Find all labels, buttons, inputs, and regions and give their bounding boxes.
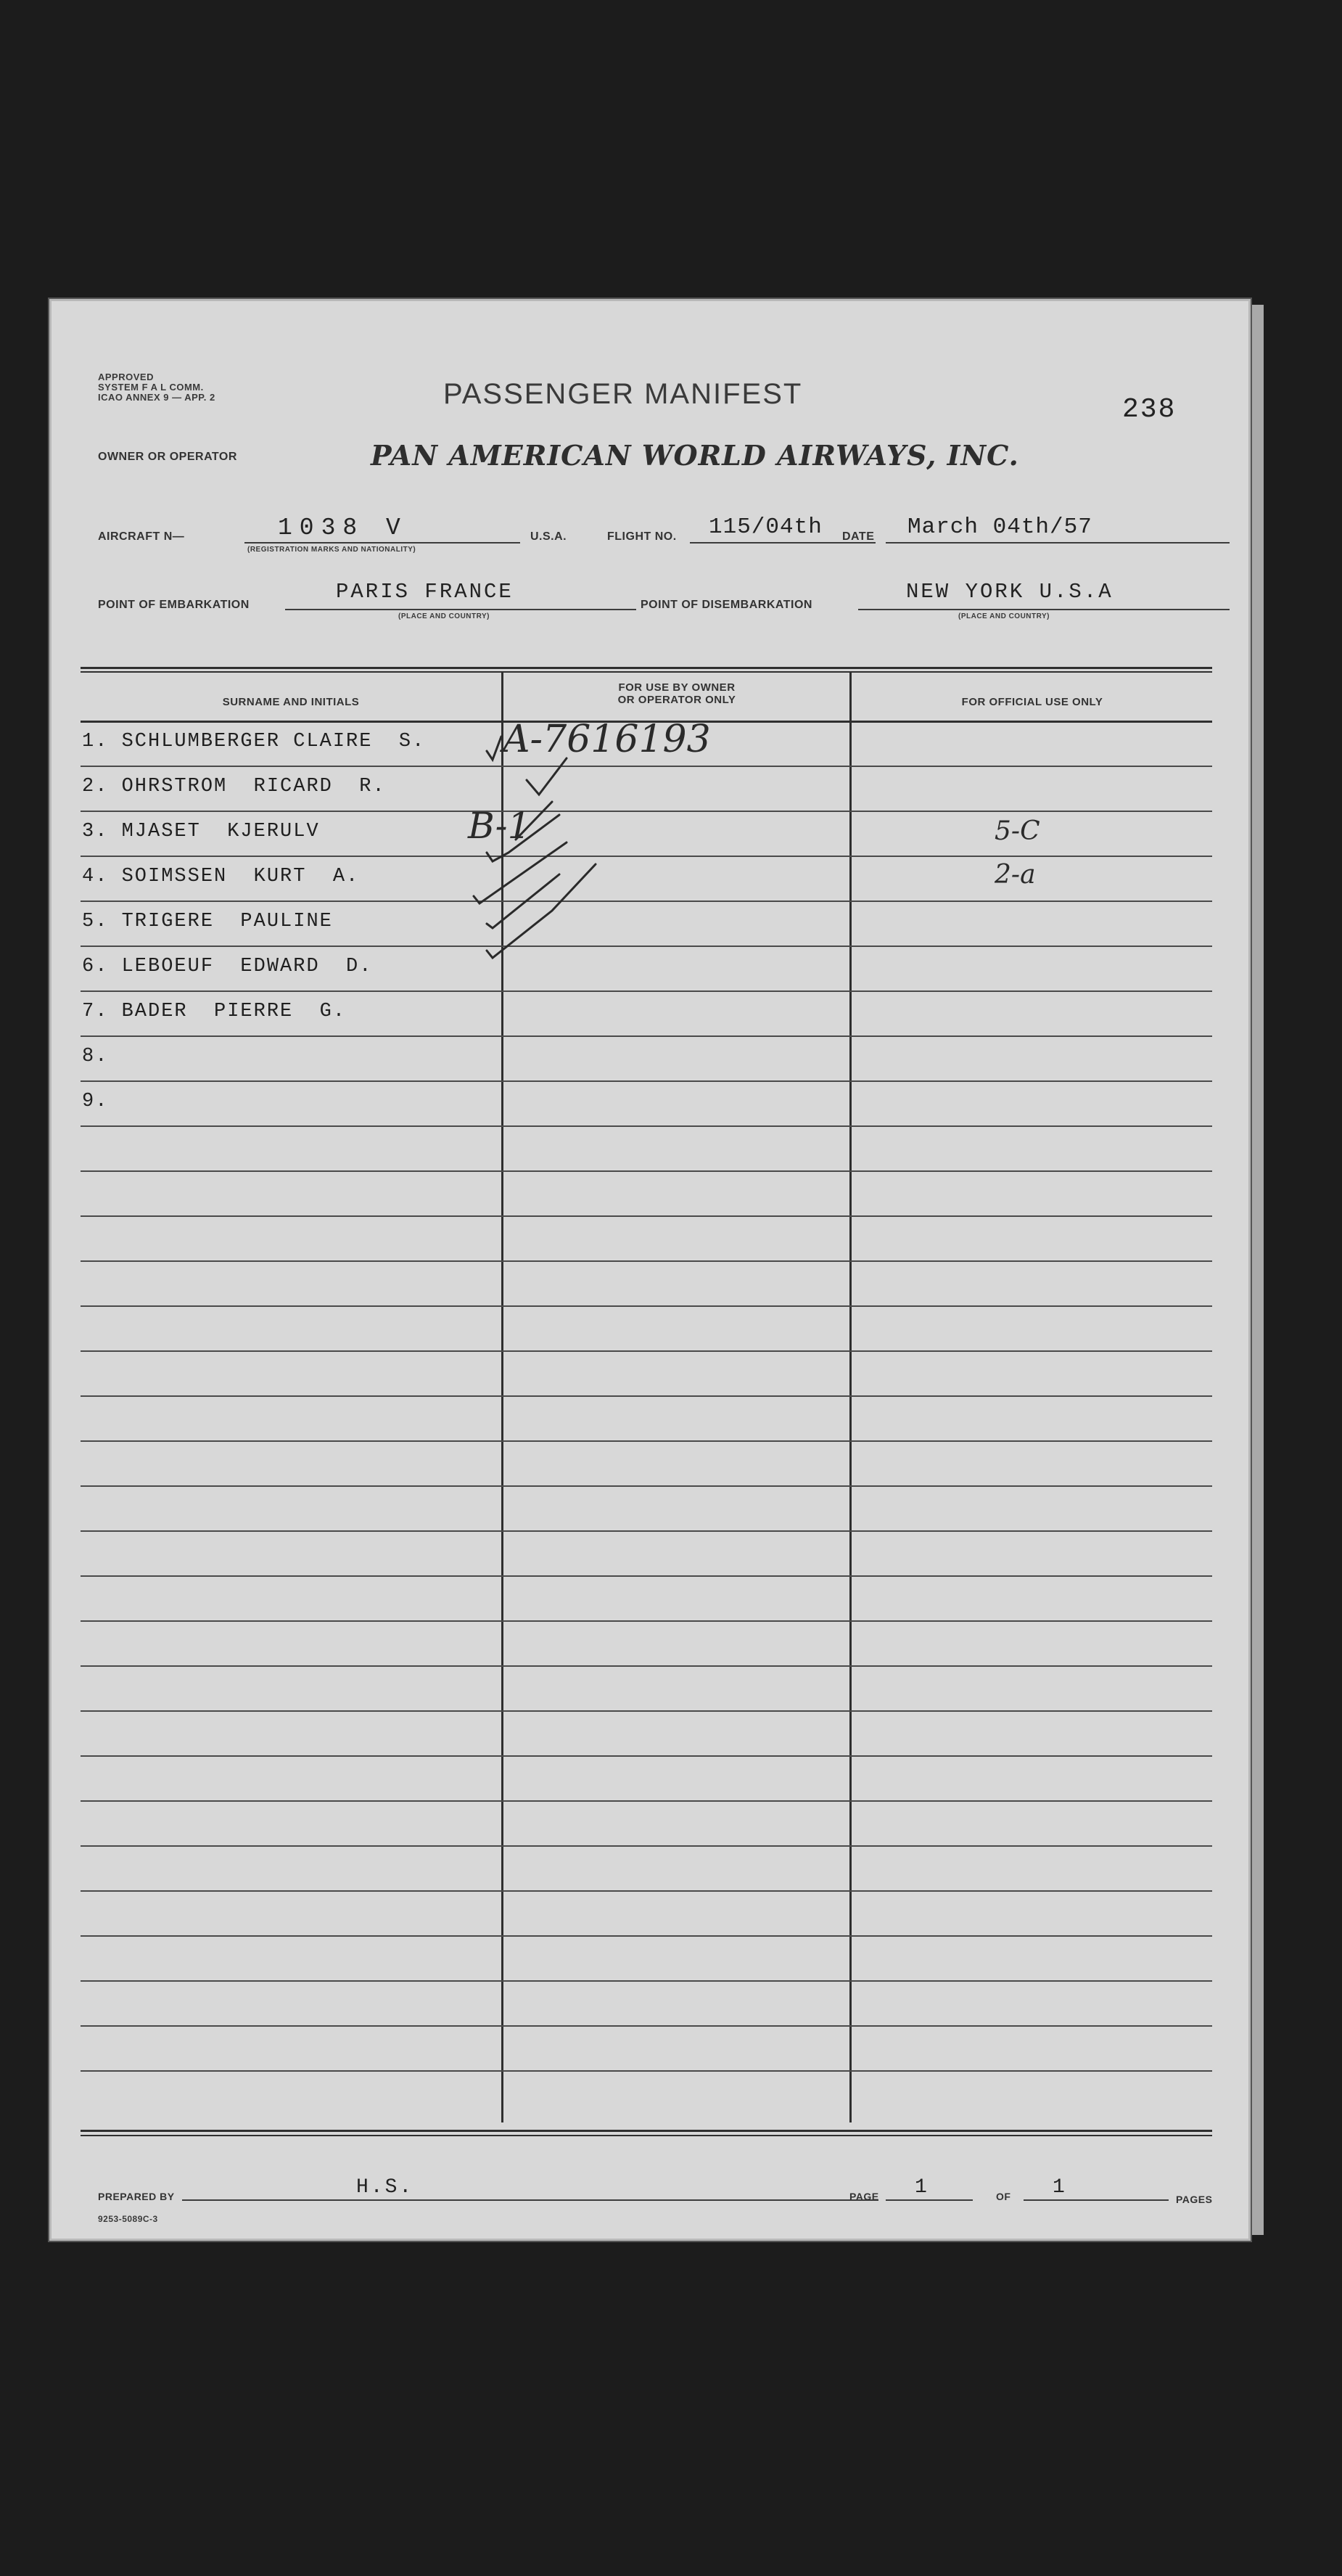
disembarkation-value: NEW YORK U.S.A	[906, 580, 1113, 604]
of-label: OF	[996, 2191, 1011, 2202]
table-top-border	[81, 667, 1212, 669]
column-header-owner-line-1: FOR USE BY OWNER	[618, 681, 736, 694]
passenger-row-1: 1. SCHLUMBERGER CLAIRE S.	[82, 731, 426, 752]
approval-line-1: APPROVED	[98, 372, 154, 382]
passenger-row-8: 8.	[82, 1046, 109, 1067]
checkmark-row-7	[487, 864, 596, 958]
checkmark-row-2	[527, 758, 567, 795]
table-rule-line	[81, 1395, 1212, 1397]
table-rule-line	[81, 1215, 1212, 1217]
date-value: March 04th/57	[907, 514, 1092, 540]
official-entry-row-4: 2-a	[995, 860, 1036, 890]
of-value: 1	[1053, 2176, 1067, 2199]
table-top-border-inner	[81, 671, 1212, 673]
table-rule-line	[81, 2070, 1212, 2072]
column-header-surname: SURNAME AND INITIALS	[222, 696, 360, 708]
embarkation-value: PARIS FRANCE	[336, 580, 514, 604]
prepared-by-value: H.S.	[356, 2176, 414, 2199]
embarkation-note: (PLACE AND COUNTRY)	[398, 612, 490, 620]
checkmark-row-6	[487, 874, 559, 928]
aircraft-value: 1038 V	[278, 514, 408, 541]
table-rule-line	[81, 1260, 1212, 1262]
aircraft-note: (REGISTRATION MARKS AND NATIONALITY)	[247, 546, 416, 554]
form-number: 9253-5089C-3	[98, 2214, 158, 2224]
table-rule-line	[81, 1665, 1212, 1667]
approval-line-3: ICAO ANNEX 9 — APP. 2	[98, 392, 215, 403]
approval-line-2: SYSTEM F A L COMM.	[98, 382, 204, 393]
passenger-row-7: 7. BADER PIERRE G.	[82, 1001, 347, 1022]
column-header-owner	[504, 681, 849, 706]
passenger-row-6: 6. LEBOEUF EDWARD D.	[82, 956, 373, 977]
flight-value: 115/04th	[709, 514, 823, 540]
flight-label: FLIGHT NO.	[607, 530, 677, 543]
document-title: PASSENGER MANIFEST	[443, 378, 803, 410]
table-bottom-border-inner	[81, 2135, 1212, 2136]
passenger-row-2: 2. OHRSTROM RICARD R.	[82, 776, 386, 797]
page-number-stamp: 238	[1122, 394, 1177, 425]
pages-label: PAGES	[1176, 2194, 1213, 2205]
manifest-sheet	[49, 299, 1251, 2241]
table-rule-line	[81, 2025, 1212, 2027]
usa-label: U.S.A.	[530, 530, 567, 543]
prepared-by-label: PREPARED BY	[98, 2191, 175, 2202]
column-header-owner-line-2: OR OPERATOR ONLY	[617, 694, 736, 706]
table-rule-line	[81, 1755, 1212, 1757]
passenger-row-4: 4. SOIMSSEN KURT A.	[82, 866, 360, 887]
table-rule-line	[81, 1935, 1212, 1937]
page-label: PAGE	[849, 2191, 879, 2202]
table-rule-line	[81, 1125, 1212, 1127]
table-rule-line	[81, 1620, 1212, 1622]
checkmark-row-1	[487, 737, 501, 760]
date-label: DATE	[842, 530, 875, 543]
aircraft-label: AIRCRAFT N—	[98, 530, 185, 543]
disembarkation-label: POINT OF DISEMBARKATION	[641, 599, 812, 611]
table-rule-line	[81, 1710, 1212, 1712]
table-rule-line	[81, 1080, 1212, 1082]
disembarkation-note: (PLACE AND COUNTRY)	[958, 612, 1050, 620]
embarkation-label: POINT OF EMBARKATION	[98, 599, 250, 611]
table-rule-line	[81, 1440, 1212, 1442]
check-marks	[458, 707, 675, 1049]
table-rule-line	[81, 1980, 1212, 1982]
table-rule-line	[81, 1305, 1212, 1307]
owner-entry-row-3: B-1	[468, 805, 531, 847]
approval-stamp	[98, 372, 215, 403]
column-header-official: FOR OFFICIAL USE ONLY	[961, 696, 1103, 708]
table-rule-line	[81, 1170, 1212, 1172]
table-rule-line	[81, 1350, 1212, 1352]
passenger-row-9: 9.	[82, 1091, 109, 1112]
table-rule-line	[81, 1800, 1212, 1802]
column-divider-2	[849, 671, 852, 2122]
table-rule-line	[81, 1575, 1212, 1577]
table-rule-line	[81, 1845, 1212, 1847]
passenger-row-5: 5. TRIGERE PAULINE	[82, 911, 333, 932]
owner-label: OWNER OR OPERATOR	[98, 451, 237, 463]
owner-entry-row-1: A-7616193	[503, 718, 711, 761]
table-rule-line	[81, 1530, 1212, 1532]
table-rule-line	[81, 1485, 1212, 1487]
table-bottom-border	[81, 2130, 1212, 2132]
checkmark-row-5	[474, 842, 567, 903]
table-rule-line	[81, 1890, 1212, 1892]
owner-value: PAN AMERICAN WORLD AIRWAYS, INC.	[371, 439, 1019, 472]
official-entry-row-3: 5-C	[995, 816, 1040, 846]
page-value: 1	[915, 2176, 929, 2199]
passenger-row-3: 3. MJASET KJERULV	[82, 821, 320, 842]
